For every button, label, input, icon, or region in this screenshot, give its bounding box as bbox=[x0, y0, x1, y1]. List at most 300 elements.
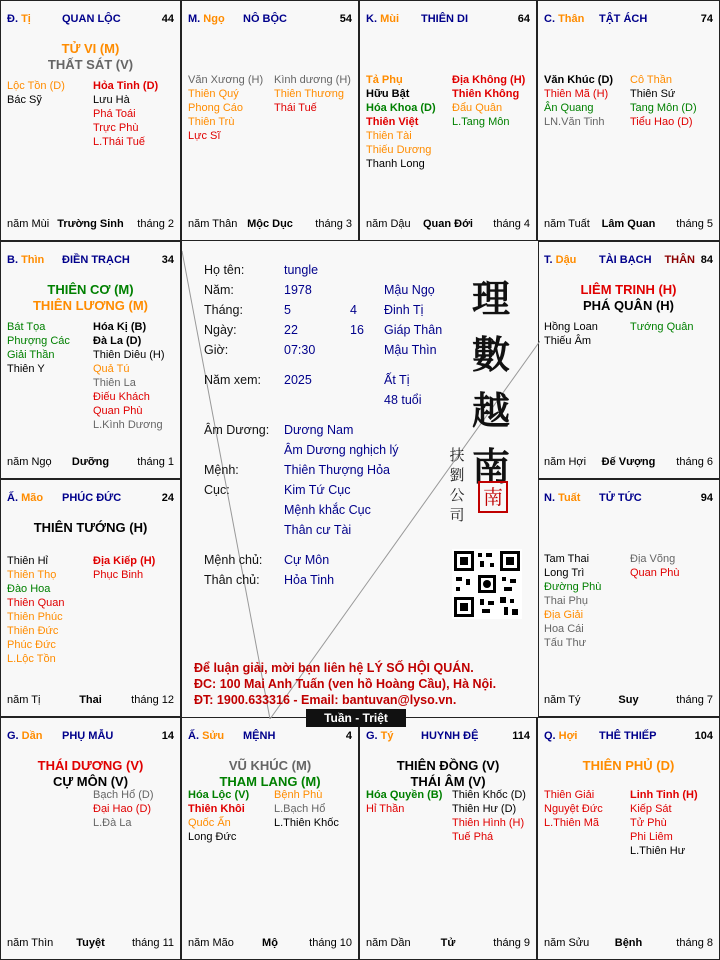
palace-header bbox=[544, 730, 713, 744]
chi-label: Thìn bbox=[21, 254, 45, 266]
palace-cell-thin[interactable] bbox=[0, 241, 181, 479]
minor-star: Phi Liêm bbox=[630, 831, 673, 843]
minor-star: Thai Phụ bbox=[544, 595, 589, 607]
label-menh-chu: Mệnh chủ: bbox=[204, 553, 263, 567]
main-star: CỰ MÔN (V) bbox=[52, 774, 129, 789]
red-seal-stamp: 南 bbox=[478, 481, 508, 513]
minor-star: Địa Không (H) bbox=[452, 74, 526, 86]
minor-star: Tang Môn (D) bbox=[630, 102, 697, 114]
palace-header bbox=[188, 13, 352, 27]
palace-footer bbox=[544, 456, 713, 470]
palace-name: TẬT ÁCH bbox=[599, 13, 648, 25]
seal-char: 公 bbox=[449, 486, 465, 504]
palace-header bbox=[7, 13, 174, 27]
star-column-right bbox=[630, 320, 694, 334]
calligraphy-char: 南 bbox=[471, 444, 510, 489]
minor-star: Thiếu Âm bbox=[544, 335, 592, 347]
month-label: tháng 8 bbox=[676, 937, 713, 949]
star-column-left bbox=[188, 73, 263, 143]
tieu-han-year: năm Hợi bbox=[544, 456, 587, 468]
main-star: LIÊM TRINH (H) bbox=[580, 282, 677, 297]
main-star: THIÊN ĐỒNG (V) bbox=[396, 758, 500, 773]
minor-star: Long Đức bbox=[188, 831, 237, 843]
dai-han-number: 94 bbox=[700, 492, 713, 504]
chi-label: Thân bbox=[558, 13, 585, 25]
minor-star: Thanh Long bbox=[366, 158, 425, 170]
main-star: THIÊN LƯƠNG (M) bbox=[32, 298, 149, 313]
dai-han-number: 104 bbox=[694, 730, 713, 742]
seal-char: 扶 bbox=[449, 446, 465, 464]
palace-name: THIÊN DI bbox=[421, 13, 469, 25]
chi-label: Tý bbox=[380, 730, 394, 742]
minor-star: Thiên Y bbox=[7, 363, 45, 375]
minor-star: Thiên Việt bbox=[366, 116, 419, 128]
palace-position bbox=[188, 730, 224, 742]
palace-name: NÔ BỘC bbox=[243, 13, 287, 25]
minor-star: Thiên Giải bbox=[544, 789, 595, 801]
trang-sinh-phase: Đế Vượng bbox=[601, 456, 656, 468]
palace-footer bbox=[7, 694, 174, 708]
palace-cell-tuat[interactable] bbox=[537, 479, 720, 717]
minor-star: L.Thiên Khốc bbox=[274, 817, 339, 829]
star-column-left bbox=[366, 73, 436, 171]
month-label: tháng 6 bbox=[676, 456, 713, 468]
star-column-right bbox=[93, 788, 154, 830]
label-cuc: Cục: bbox=[204, 483, 230, 497]
minor-star: Kình dương (H) bbox=[274, 74, 351, 86]
trang-sinh-phase: Quan Đới bbox=[423, 218, 473, 230]
label-am-duong: Âm Dương: bbox=[204, 423, 270, 437]
palace-cell-suu[interactable] bbox=[181, 717, 359, 960]
can-label: C. bbox=[544, 13, 559, 25]
star-column-right bbox=[93, 320, 165, 432]
minor-star: Thiên Quan bbox=[7, 597, 65, 609]
minor-star: Thiên Hỉ bbox=[7, 555, 48, 567]
minor-star: Long Trì bbox=[544, 567, 585, 579]
palace-footer bbox=[7, 937, 174, 951]
minor-star: Trực Phù bbox=[93, 122, 139, 134]
value-gio: 07:30 bbox=[284, 343, 316, 357]
minor-star: Linh Tinh (H) bbox=[630, 789, 698, 801]
dai-han-number: 4 bbox=[345, 730, 352, 742]
star-column-left bbox=[7, 320, 70, 376]
minor-star: Văn Xương (H) bbox=[188, 74, 264, 86]
tieu-han-year: năm Ngọ bbox=[7, 456, 52, 468]
month-label: tháng 5 bbox=[676, 218, 713, 230]
minor-star: Bệnh Phù bbox=[274, 789, 323, 801]
minor-star: Thiếu Dương bbox=[366, 144, 432, 156]
trang-sinh-phase: Suy bbox=[618, 694, 639, 706]
minor-star: Thiên Thương bbox=[274, 88, 345, 100]
palace-cell-ty[interactable] bbox=[359, 717, 537, 960]
value-thang-can: Đinh Tị bbox=[384, 303, 424, 317]
trang-sinh-phase: Lâm Quan bbox=[601, 218, 656, 230]
minor-star: Điếu Khách bbox=[93, 391, 150, 403]
palace-header bbox=[7, 492, 174, 506]
trang-sinh-phase: Mộc Dục bbox=[247, 218, 293, 230]
minor-star: Thiên Hư (D) bbox=[452, 803, 517, 815]
star-column-right bbox=[93, 79, 158, 149]
star-column-right bbox=[630, 73, 697, 129]
month-label: tháng 12 bbox=[131, 694, 174, 706]
star-column-left bbox=[7, 79, 65, 107]
main-star: THIÊN TƯỚNG (H) bbox=[33, 520, 148, 535]
minor-star: Phúc Đức bbox=[7, 639, 56, 651]
minor-star: Quan Phù bbox=[630, 567, 680, 579]
tieu-han-year: năm Tuất bbox=[544, 218, 590, 230]
contact-line-2: ĐC: 100 Mai Anh Tuấn (ven hồ Hoàng Cầu), Hà Nội. bbox=[194, 677, 497, 691]
palace-name: PHỤ MẪU bbox=[62, 730, 114, 742]
minor-star: Bạch Hổ (D) bbox=[93, 789, 154, 801]
star-column-right bbox=[274, 788, 339, 830]
tieu-han-year: năm Tị bbox=[7, 694, 41, 706]
value-ngay-am: 16 bbox=[350, 323, 364, 337]
chi-label: Dậu bbox=[555, 254, 577, 266]
minor-star: Hoa Cái bbox=[544, 623, 584, 635]
minor-star: Thái Tuế bbox=[274, 102, 317, 114]
value-gio-can: Mậu Thìn bbox=[384, 343, 437, 357]
can-label: G. bbox=[366, 730, 381, 742]
star-column-left bbox=[7, 554, 64, 666]
dai-han-number: 44 bbox=[161, 13, 174, 25]
tieu-han-year: năm Thân bbox=[188, 218, 238, 230]
dai-han-number: 24 bbox=[161, 492, 174, 504]
minor-star: Quan Phù bbox=[93, 405, 143, 417]
chi-label: Dần bbox=[21, 730, 43, 742]
minor-star: Văn Khúc (D) bbox=[544, 74, 614, 86]
label-ho-ten: Họ tên: bbox=[204, 263, 245, 277]
minor-star: Tam Thai bbox=[544, 553, 590, 565]
main-star: THAM LANG (M) bbox=[219, 774, 321, 789]
main-star: THẤT SÁT (V) bbox=[47, 57, 134, 72]
palace-cell-ngo[interactable] bbox=[181, 0, 359, 241]
minor-star: Địa Kiếp (H) bbox=[93, 555, 156, 567]
minor-star: Thiên Quý bbox=[188, 88, 239, 100]
minor-star: L.Lộc Tồn bbox=[7, 653, 56, 665]
palace-cell-mao[interactable] bbox=[0, 479, 181, 717]
value-ngay-can: Giáp Thân bbox=[384, 323, 443, 337]
trang-sinh-phase: Mộ bbox=[262, 937, 278, 949]
minor-star: L.Tang Môn bbox=[452, 116, 510, 128]
month-label: tháng 1 bbox=[137, 456, 174, 468]
minor-star: Tướng Quân bbox=[630, 321, 694, 333]
palace-position bbox=[7, 492, 43, 504]
minor-star: Hữu Bật bbox=[366, 88, 410, 100]
qr-code-icon bbox=[452, 549, 522, 619]
palace-header bbox=[7, 254, 174, 268]
minor-star: Quốc Ấn bbox=[188, 817, 231, 829]
dai-han-number: 54 bbox=[339, 13, 352, 25]
minor-star: L.Thái Tuế bbox=[93, 136, 145, 148]
minor-star: Thiên Khốc (D) bbox=[452, 789, 526, 801]
month-label: tháng 4 bbox=[493, 218, 530, 230]
chi-label: Hợi bbox=[558, 730, 578, 742]
value-nam-xem-can: Ất Tị bbox=[384, 373, 410, 387]
minor-star: Quả Tú bbox=[93, 363, 130, 375]
palace-name: THÊ THIẾP bbox=[599, 730, 657, 742]
dai-han-number: 114 bbox=[512, 730, 530, 742]
trang-sinh-phase: Tử bbox=[440, 937, 456, 949]
minor-star: Thiên Đức bbox=[7, 625, 59, 637]
chi-label: Tị bbox=[21, 13, 31, 25]
can-label: Ấ. bbox=[7, 492, 22, 504]
center-info-panel bbox=[181, 240, 539, 718]
label-gio: Giờ: bbox=[204, 343, 229, 357]
label-nam-xem: Năm xem: bbox=[204, 373, 261, 387]
palace-position bbox=[7, 13, 31, 25]
month-label: tháng 2 bbox=[137, 218, 174, 230]
palace-header bbox=[366, 730, 530, 744]
minor-star: Hóa Lộc (V) bbox=[188, 789, 250, 801]
main-star: THÁI DƯƠNG (V) bbox=[37, 758, 144, 773]
minor-star: Thiên Diêu (H) bbox=[93, 349, 165, 361]
dai-han-number: 64 bbox=[517, 13, 530, 25]
minor-star: Thiên Không bbox=[452, 88, 520, 100]
palace-position bbox=[544, 492, 580, 504]
minor-star: Nguyệt Đức bbox=[544, 803, 603, 815]
minor-star: Thiên Hình (H) bbox=[452, 817, 525, 829]
value-ngay: 22 bbox=[284, 323, 298, 337]
palace-name: TÀI BẠCH bbox=[599, 254, 652, 266]
dai-han-number: 34 bbox=[161, 254, 174, 266]
value-cuc-note1: Mệnh khắc Cục bbox=[284, 503, 371, 517]
value-am-duong: Dương Nam bbox=[284, 423, 354, 437]
minor-star: Địa Giải bbox=[544, 609, 584, 621]
minor-star: Thiên Trù bbox=[188, 116, 235, 128]
chi-label: Mùi bbox=[380, 13, 400, 25]
star-column-right bbox=[630, 552, 680, 580]
minor-star: Tả Phụ bbox=[366, 74, 403, 86]
trang-sinh-phase: Tuyệt bbox=[76, 937, 105, 949]
main-star: THIÊN PHỦ (D) bbox=[582, 758, 675, 773]
dai-han-number: 74 bbox=[700, 13, 713, 25]
minor-star: Phượng Các bbox=[7, 335, 70, 347]
minor-star: Hồng Loan bbox=[544, 321, 598, 333]
minor-star: Đà La (D) bbox=[93, 335, 142, 347]
than-marker: THÂN bbox=[664, 254, 695, 266]
star-column-left bbox=[544, 320, 598, 348]
can-label: G. bbox=[7, 730, 22, 742]
palace-header bbox=[544, 492, 713, 506]
value-menh: Thiên Thượng Hỏa bbox=[284, 463, 390, 477]
palace-position bbox=[544, 13, 584, 25]
month-label: tháng 3 bbox=[315, 218, 352, 230]
minor-star: Hỉ Thần bbox=[366, 803, 405, 815]
palace-cell-than[interactable] bbox=[537, 0, 720, 241]
palace-header bbox=[544, 13, 713, 27]
value-thang: 5 bbox=[284, 303, 291, 317]
minor-star: L.Thiên Mã bbox=[544, 817, 600, 829]
star-column-right bbox=[452, 73, 525, 129]
value-tuoi: 48 tuổi bbox=[384, 393, 422, 407]
palace-cell-ti[interactable] bbox=[0, 0, 181, 241]
palace-cell-mui[interactable] bbox=[359, 0, 537, 241]
palace-position bbox=[188, 13, 225, 25]
contact-line-1: Để luận giải, mời bạn liên hệ LÝ SỐ HỘI QUÁN. bbox=[194, 661, 474, 675]
palace-name: PHÚC ĐỨC bbox=[62, 492, 122, 504]
minor-star: Hỏa Tinh (D) bbox=[93, 80, 159, 92]
chi-label: Ngọ bbox=[203, 13, 225, 25]
minor-star: Ân Quang bbox=[544, 102, 594, 114]
month-label: tháng 9 bbox=[493, 937, 530, 949]
minor-star: Đào Hoa bbox=[7, 583, 51, 595]
calligraphy-logo bbox=[466, 271, 516, 495]
palace-position bbox=[366, 13, 399, 25]
minor-star: Bác Sỹ bbox=[7, 94, 42, 106]
value-thang-am: 4 bbox=[350, 303, 357, 317]
trang-sinh-phase: Dưỡng bbox=[71, 456, 110, 468]
palace-name: HUYNH ĐỆ bbox=[421, 730, 479, 742]
star-column-right bbox=[93, 554, 155, 582]
palace-name: ĐIỀN TRẠCH bbox=[62, 254, 130, 266]
palace-footer bbox=[366, 218, 530, 232]
palace-header bbox=[7, 730, 174, 744]
tieu-han-year: năm Dậu bbox=[366, 218, 411, 230]
star-column-right bbox=[452, 788, 526, 844]
can-label: Ấ. bbox=[188, 730, 203, 742]
dai-han-number: 14 bbox=[161, 730, 174, 742]
can-label: Q. bbox=[544, 730, 559, 742]
palace-header bbox=[366, 13, 530, 27]
minor-star: Phá Toái bbox=[93, 108, 136, 120]
minor-star: L.Thiên Hư bbox=[630, 845, 686, 857]
dai-han-number: 84 bbox=[700, 254, 713, 266]
label-nam: Năm: bbox=[204, 283, 234, 297]
star-column-left bbox=[544, 788, 603, 830]
minor-star: Hóa Khoa (D) bbox=[366, 102, 436, 114]
palace-header bbox=[188, 730, 352, 744]
minor-star: Thiên Tài bbox=[366, 130, 412, 142]
star-column-left bbox=[544, 552, 601, 650]
label-than-chu: Thân chủ: bbox=[204, 573, 260, 587]
minor-star: Phục Binh bbox=[93, 569, 144, 581]
minor-star: Phong Cáo bbox=[188, 102, 244, 114]
month-label: tháng 7 bbox=[676, 694, 713, 706]
minor-star: Hóa Kị (B) bbox=[93, 321, 147, 333]
chi-label: Tuất bbox=[558, 492, 581, 504]
chi-label: Sửu bbox=[202, 730, 225, 742]
calligraphy-char: 數 bbox=[471, 332, 510, 377]
minor-star: Thiên Khôi bbox=[188, 803, 245, 815]
minor-star: L.Đà La bbox=[93, 817, 132, 829]
minor-star: Giải Thần bbox=[7, 349, 55, 361]
minor-star: Tiểu Hao (D) bbox=[630, 116, 693, 128]
palace-footer bbox=[7, 218, 174, 232]
tieu-han-year: năm Dần bbox=[366, 937, 411, 949]
minor-star: Thiên Sứ bbox=[630, 88, 676, 100]
star-column-left bbox=[188, 788, 249, 844]
value-ho-ten: tungle bbox=[284, 263, 319, 277]
value-nam-can: Mậu Ngọ bbox=[384, 283, 435, 297]
palace-footer bbox=[544, 218, 713, 232]
minor-star: Thiên Mã (H) bbox=[544, 88, 609, 100]
tuan-triet-badge: Tuần - Triệt bbox=[306, 709, 406, 727]
palace-position bbox=[366, 730, 394, 742]
main-star: TỬ VI (M) bbox=[61, 41, 120, 56]
minor-star: Lực Sĩ bbox=[188, 130, 221, 142]
palace-footer bbox=[544, 937, 713, 951]
label-thang: Tháng: bbox=[204, 303, 243, 317]
palace-header bbox=[544, 254, 713, 268]
value-than-chu: Hỏa Tinh bbox=[284, 573, 335, 587]
minor-star: Kiếp Sát bbox=[630, 803, 672, 815]
minor-star: Thiên Thọ bbox=[7, 569, 57, 581]
can-label: Đ. bbox=[7, 13, 22, 25]
tieu-han-year: năm Mùi bbox=[7, 218, 50, 230]
month-label: tháng 10 bbox=[309, 937, 352, 949]
star-column-left bbox=[366, 788, 442, 816]
minor-star: Địa Võng bbox=[630, 553, 676, 565]
trang-sinh-phase: Bệnh bbox=[614, 937, 643, 949]
tieu-han-year: năm Mão bbox=[188, 937, 234, 949]
seal-small-text bbox=[446, 445, 468, 525]
palace-position bbox=[7, 730, 42, 742]
minor-star: LN.Văn Tinh bbox=[544, 116, 605, 128]
can-label: B. bbox=[7, 254, 22, 266]
minor-star: Tử Phù bbox=[630, 817, 667, 829]
calligraphy-char: 理 bbox=[471, 276, 510, 321]
value-am-duong-note: Âm Dương nghịch lý bbox=[284, 443, 399, 457]
value-menh-chu: Cự Môn bbox=[284, 553, 330, 567]
chi-label: Mão bbox=[21, 492, 44, 504]
palace-position bbox=[544, 254, 576, 266]
calligraphy-char: 越 bbox=[471, 388, 510, 433]
minor-star: Cô Thần bbox=[630, 74, 672, 86]
minor-star: Thiên Phúc bbox=[7, 611, 63, 623]
palace-footer bbox=[544, 694, 713, 708]
palace-footer bbox=[188, 218, 352, 232]
minor-star: Lộc Tồn (D) bbox=[7, 80, 65, 92]
value-cuc-note2: Thân cư Tài bbox=[284, 523, 352, 537]
star-column-right bbox=[630, 788, 698, 858]
palace-position bbox=[544, 730, 578, 742]
minor-star: Hóa Quyền (B) bbox=[366, 789, 443, 801]
trang-sinh-phase: Thai bbox=[79, 694, 102, 706]
palace-name: TỬ TỨC bbox=[599, 492, 642, 504]
minor-star: Thiên La bbox=[93, 377, 136, 389]
main-star: VŨ KHÚC (M) bbox=[228, 758, 312, 773]
tieu-han-year: năm Sửu bbox=[544, 937, 590, 949]
palace-cell-dau[interactable] bbox=[537, 241, 720, 479]
palace-name: MỆNH bbox=[243, 730, 276, 742]
palace-footer bbox=[7, 456, 174, 470]
label-menh: Mệnh: bbox=[204, 463, 239, 477]
trang-sinh-phase: Trường Sinh bbox=[57, 218, 124, 230]
value-cuc: Kim Tứ Cục bbox=[284, 483, 351, 497]
palace-cell-dan[interactable] bbox=[0, 717, 181, 960]
minor-star: Lưu Hà bbox=[93, 94, 130, 106]
palace-name: QUAN LỘC bbox=[62, 13, 121, 25]
value-nam-xem: 2025 bbox=[284, 373, 312, 387]
seal-char: 司 bbox=[449, 506, 465, 524]
seal-char: 劉 bbox=[449, 466, 465, 484]
palace-footer bbox=[366, 937, 530, 951]
main-star: THÁI ÂM (V) bbox=[410, 774, 486, 789]
label-ngay: Ngày: bbox=[204, 323, 237, 337]
month-label: tháng 11 bbox=[131, 937, 174, 949]
minor-star: Đại Hao (D) bbox=[93, 803, 152, 815]
minor-star: Bát Tọa bbox=[7, 321, 46, 333]
can-label: N. bbox=[544, 492, 559, 504]
can-label: M. bbox=[188, 13, 204, 25]
star-column-right bbox=[274, 73, 351, 115]
main-star: PHÁ QUÂN (H) bbox=[583, 298, 674, 313]
minor-star: L.Bạch Hổ bbox=[274, 803, 326, 815]
tieu-han-year: năm Thìn bbox=[7, 937, 54, 949]
main-star: THIÊN CƠ (M) bbox=[47, 282, 134, 297]
can-label: K. bbox=[366, 13, 381, 25]
palace-cell-hoi[interactable] bbox=[537, 717, 720, 960]
